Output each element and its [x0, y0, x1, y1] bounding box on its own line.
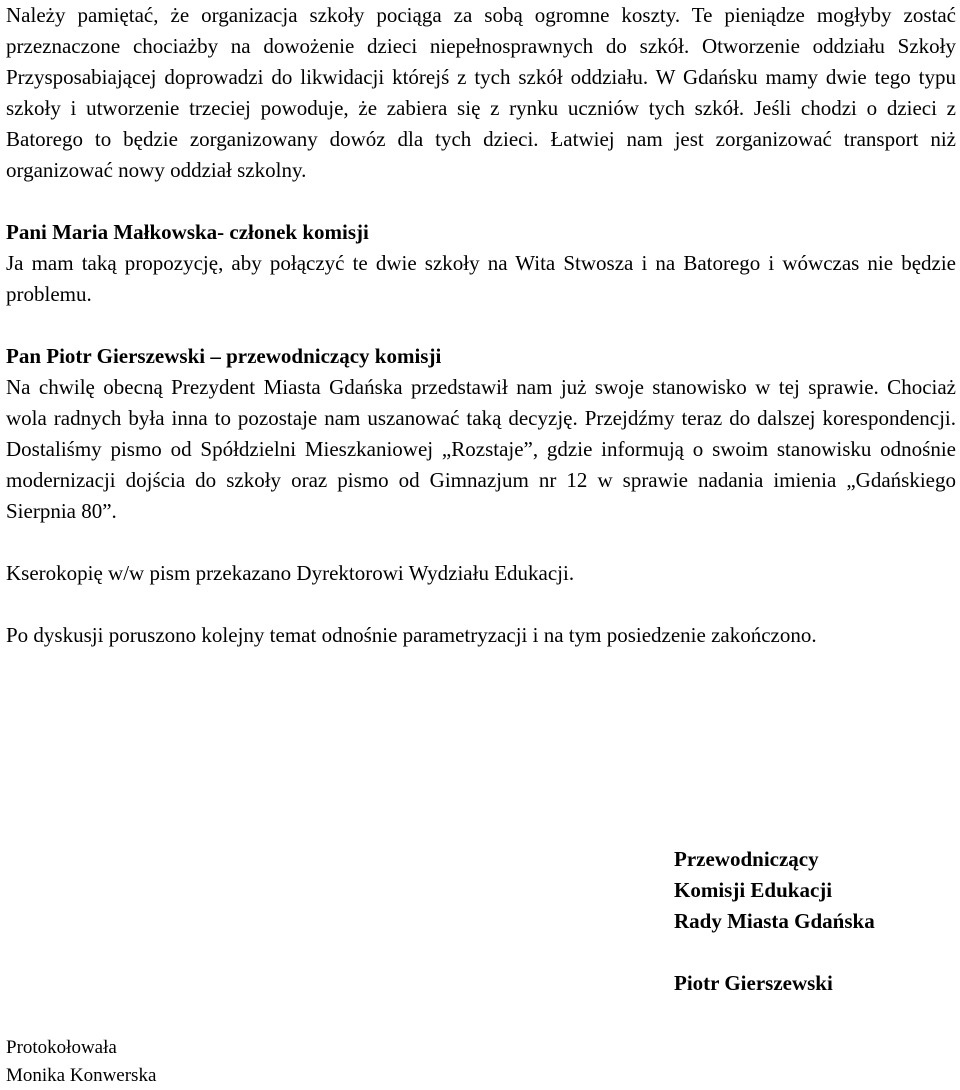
signature-council: Rady Miasta Gdańska — [674, 909, 875, 933]
paragraph-closing: Po dyskusji poruszono kolejny temat odnośnie parametryzacji i na tym posiedzenie zakończono. — [6, 623, 817, 647]
spacer — [6, 310, 956, 341]
signature-block — [674, 844, 875, 999]
spacer — [6, 589, 956, 620]
paragraph-copies: Kserokopię w/w pism przekazano Dyrektorowi Wydziału Edukacji. — [6, 561, 575, 585]
speaker-gierszewski: Pan Piotr Gierszewski – przewodniczący komisji — [6, 344, 442, 368]
signature-title: Przewodniczący — [674, 847, 819, 871]
paragraph-correspondence: Na chwilę obecną Prezydent Miasta Gdańska przedstawił nam już swoje stanowisko w tej sprawie. Chociaż wola radnych była inna to pozostaje nam uszanować taką decyzję. Przejdźmy teraz do dalszej korespondencji. Dostaliśmy pismo od Spółdzielni Mieszkaniowej „Rozstaje”, gdzie informują o swoim stanowisku odnośnie modernizacji dojścia do szkoły oraz pismo od Gimnazjum nr 12 w sprawie nadania imienia „Gdańskiego Sierpnia 80”. — [6, 375, 956, 523]
document-body — [6, 0, 956, 651]
protocol-name: Monika Konwerska — [6, 1065, 157, 1086]
spacer — [6, 186, 956, 217]
paragraph-costs: Należy pamiętać, że organizacja szkoły pociąga za sobą ogromne koszty. Te pieniądze mogłyby zostać przeznaczone chociażby na dowożenie dzieci niepełnosprawnych do szkół. Otworzenie oddziału Szkoły Przysposabiającej doprowadzi do likwidacji którejś z tych szkół oddziału. W Gdańsku mamy dwie tego typu szkoły i utworzenie trzeciej powoduje, że zabiera się z rynku uczniów tych szkół. Jeśli chodzi o dzieci z Batorego to będzie zorganizowany dowóz dla tych dzieci. Łatwiej nam jest zorganizować transport niż organizować nowy oddział szkolny. — [6, 3, 956, 182]
spacer — [6, 527, 956, 558]
protocol-block — [6, 1034, 156, 1090]
paragraph-proposal: Ja mam taką propozycję, aby połączyć te dwie szkoły na Wita Stwosza i na Batorego i wówczas nie będzie problemu. — [6, 251, 956, 306]
protocol-label: Protokołowała — [6, 1037, 117, 1058]
signature-name: Piotr Gierszewski — [674, 971, 833, 995]
signature-committee: Komisji Edukacji — [674, 878, 833, 902]
speaker-malkowska: Pani Maria Małkowska- członek komisji — [6, 220, 369, 244]
